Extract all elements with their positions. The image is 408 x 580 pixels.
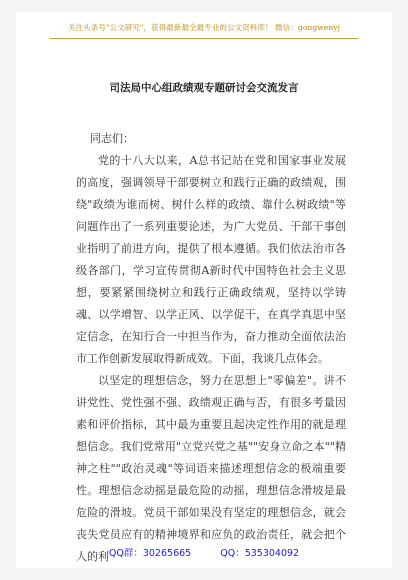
paragraph: 以坚定的理想信念，努力在思想上"零偏差"。讲不讲党性、党性强不强、政绩观正确与否，有很多考量因素和评价指标，其中最为重要且起决定性作用的就是理想信念。我们党常用"立党兴党之基""安身立命之本""精神之柱""政治灵魂"等词语来描述理想信念的极端重要性。理想信念动摇是最危险的动摇，理想信念滑坡是最危险的滑坡。党员干部如果没有坚定的理想信念，就会丧失党员应有的精神境界和应负的政治责任，就会把个人的利	[76, 374, 346, 563]
footer-contact	[16, 545, 392, 559]
paragraph: 党的十八大以来，A总书记站在党和国家事业发展的高度，强调领导干部要树立和践行正确的政绩观，围绕"政绩为谁而树、树什么样的政绩、靠什么树政绩"等问题作出了一系列重要论述，为广大党员、干部干事创业指明了前进方向，提供了根本遵循。我们依法治市各级各部门，学习宣传贯彻A新时代中国特色社会主义思想，要紧紧围绕树立和践行正确政绩观，坚持以学铸魂、以学增智、以学正风、以学促干，在真学真思中坚定信念，在知行合一中担当作为，奋力推动全面依法治市工作创新发展取得新成效。下面，我谈几点体会。	[76, 154, 346, 365]
header-divider	[50, 38, 358, 39]
document-body	[76, 150, 346, 568]
header-banner: 关注头条号"公文研究"，获得最新最全最专业的公文资料库！ 微信：gongwenyj	[67, 23, 341, 32]
greeting: 同志们：	[90, 132, 134, 145]
footer-qq-group: QQ群：30265665	[108, 548, 192, 559]
document-title: 司法局中心组政绩观专题研讨会交流发言	[109, 82, 299, 94]
document-page	[16, 12, 392, 568]
footer-qq: QQ：535304092	[220, 548, 300, 559]
